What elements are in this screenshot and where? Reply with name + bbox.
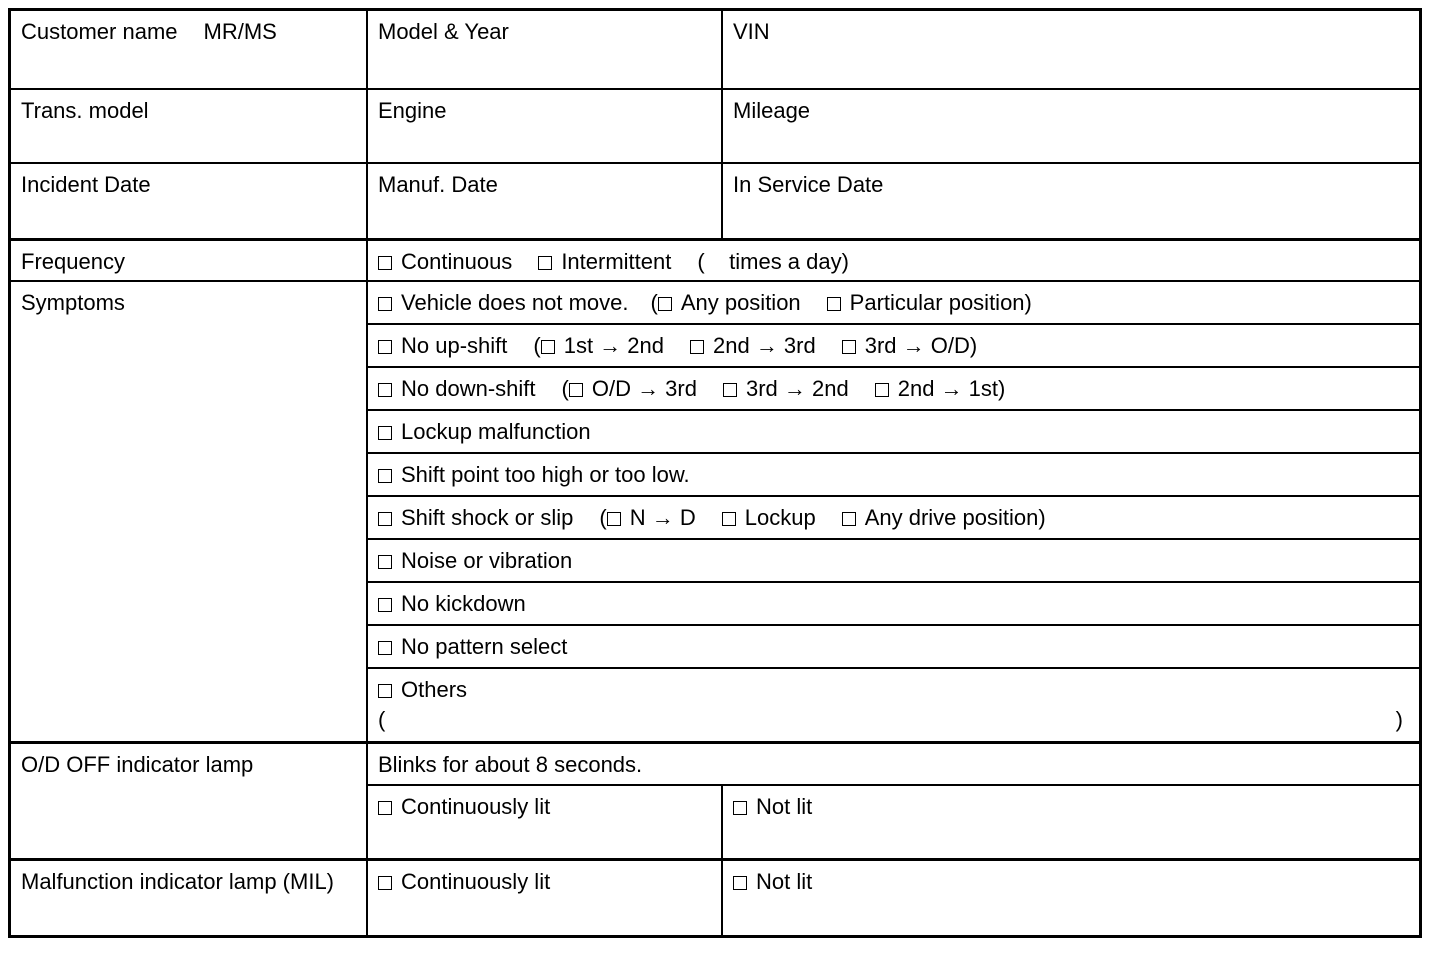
checkbox-icon[interactable] bbox=[733, 876, 747, 890]
mileage-label: Mileage bbox=[733, 98, 811, 123]
row-dates bbox=[11, 163, 1419, 239]
frequency-intermittent-label: Intermittent bbox=[561, 248, 672, 274]
symptoms-label-cell bbox=[11, 281, 367, 742]
row-symptom-no-move bbox=[11, 281, 1419, 324]
symptom-no-upshift-cell bbox=[367, 324, 1419, 367]
od-off-continuously-lit-cell bbox=[367, 785, 722, 859]
od-off-not-lit-label: Not lit bbox=[756, 794, 813, 819]
mil-label-cell bbox=[11, 859, 367, 935]
symptom-any-position-label: Any position bbox=[680, 290, 801, 315]
frequency-times-a-day: ( times a day) bbox=[697, 248, 849, 274]
symptom-lockup-cell bbox=[367, 410, 1419, 453]
paren-open: ( bbox=[599, 505, 607, 530]
row-mil bbox=[11, 859, 1419, 935]
vin-cell[interactable] bbox=[722, 11, 1419, 89]
checkbox-icon[interactable] bbox=[378, 684, 392, 698]
upshift-3rd-od-label: 3rd → O/D) bbox=[864, 333, 978, 358]
symptom-others-label: Others bbox=[401, 677, 468, 702]
downshift-od-3rd-label: O/D → 3rd bbox=[591, 376, 697, 401]
paren-open: ( bbox=[650, 290, 658, 315]
checkbox-icon[interactable] bbox=[378, 512, 392, 526]
mil-continuously-lit-cell bbox=[367, 859, 722, 935]
od-off-label-cell bbox=[11, 742, 367, 859]
symptom-shift-shock-cell bbox=[367, 496, 1419, 539]
incident-date-cell[interactable] bbox=[11, 163, 367, 239]
symptom-lockup-label: Lockup malfunction bbox=[401, 419, 591, 444]
frequency-label-cell bbox=[11, 239, 367, 281]
symptom-no-pattern-label: No pattern select bbox=[401, 634, 568, 659]
customer-name-label: Customer name bbox=[21, 19, 178, 44]
symptom-noise-label: Noise or vibration bbox=[401, 548, 573, 573]
paren-open: ( bbox=[533, 333, 541, 358]
shock-n-d-label: N → D bbox=[629, 505, 696, 530]
checkbox-icon[interactable] bbox=[658, 297, 672, 311]
checkbox-icon[interactable] bbox=[378, 383, 392, 397]
checkbox-icon[interactable] bbox=[378, 426, 392, 440]
symptoms-label: Symptoms bbox=[21, 290, 125, 315]
checkbox-icon[interactable] bbox=[733, 801, 747, 815]
symptom-shift-point-cell bbox=[367, 453, 1419, 496]
checkbox-icon[interactable] bbox=[875, 383, 889, 397]
symptom-no-kickdown-cell bbox=[367, 582, 1419, 625]
symptom-no-pattern-cell bbox=[367, 625, 1419, 668]
frequency-continuous-label: Continuous bbox=[401, 248, 513, 274]
mileage-cell[interactable] bbox=[722, 89, 1419, 163]
od-off-not-lit-cell bbox=[722, 785, 1419, 859]
checkbox-icon[interactable] bbox=[541, 340, 555, 354]
downshift-2nd-1st-label: 2nd → 1st) bbox=[897, 376, 1006, 401]
others-paren-close: ) bbox=[1395, 707, 1403, 732]
manuf-date-cell[interactable] bbox=[367, 163, 722, 239]
checkbox-icon[interactable] bbox=[378, 469, 392, 483]
symptom-shift-shock-label: Shift shock or slip bbox=[401, 505, 574, 530]
checkbox-icon[interactable] bbox=[378, 598, 392, 612]
symptom-noise-cell bbox=[367, 539, 1419, 582]
customer-interview-sheet bbox=[8, 8, 1422, 938]
mil-not-lit-label: Not lit bbox=[756, 868, 813, 894]
model-year-label: Model & Year bbox=[378, 19, 509, 44]
manuf-date-label: Manuf. Date bbox=[378, 172, 498, 197]
frequency-options-cell bbox=[367, 239, 1419, 281]
symptom-no-downshift-label: No down-shift bbox=[401, 376, 536, 401]
row-customer bbox=[11, 11, 1419, 89]
symptom-no-move-cell bbox=[367, 281, 1419, 324]
checkbox-icon[interactable] bbox=[723, 383, 737, 397]
od-off-blinks-cell bbox=[367, 742, 1419, 785]
mil-not-lit-cell bbox=[722, 859, 1419, 935]
symptom-no-kickdown-label: No kickdown bbox=[401, 591, 526, 616]
symptom-no-upshift-label: No up-shift bbox=[401, 333, 508, 358]
trans-model-cell[interactable] bbox=[11, 89, 367, 163]
checkbox-icon[interactable] bbox=[378, 297, 392, 311]
od-off-continuously-lit-label: Continuously lit bbox=[401, 794, 551, 819]
model-year-cell[interactable] bbox=[367, 11, 722, 89]
checkbox-icon[interactable] bbox=[538, 256, 552, 270]
checkbox-icon[interactable] bbox=[378, 641, 392, 655]
in-service-date-label: In Service Date bbox=[733, 172, 884, 197]
row-od-off-blinks bbox=[11, 742, 1419, 785]
others-detail-line[interactable] bbox=[378, 707, 1409, 733]
paren-open: ( bbox=[561, 376, 569, 401]
od-off-blinks-label: Blinks for about 8 seconds. bbox=[378, 751, 643, 777]
shock-lockup-label: Lockup bbox=[744, 505, 816, 530]
symptom-no-downshift-cell bbox=[367, 367, 1419, 410]
mil-label: Malfunction indicator lamp (MIL) bbox=[21, 868, 335, 894]
shock-any-drive-label: Any drive position) bbox=[864, 505, 1046, 530]
checkbox-icon[interactable] bbox=[378, 555, 392, 569]
checkbox-icon[interactable] bbox=[827, 297, 841, 311]
customer-title-label: MR/MS bbox=[203, 19, 277, 44]
frequency-label: Frequency bbox=[21, 248, 125, 274]
engine-cell[interactable] bbox=[367, 89, 722, 163]
vin-label: VIN bbox=[733, 19, 770, 44]
row-trans bbox=[11, 89, 1419, 163]
trans-model-label: Trans. model bbox=[21, 98, 149, 123]
customer-name-cell[interactable] bbox=[11, 11, 367, 89]
checkbox-icon[interactable] bbox=[607, 512, 621, 526]
checkbox-icon[interactable] bbox=[378, 801, 392, 815]
checkbox-icon[interactable] bbox=[842, 340, 856, 354]
others-paren-open: ( bbox=[378, 707, 386, 732]
checkbox-icon[interactable] bbox=[378, 876, 392, 890]
incident-date-label: Incident Date bbox=[21, 172, 151, 197]
symptom-no-move-label: Vehicle does not move. bbox=[401, 290, 629, 315]
mil-continuously-lit-label: Continuously lit bbox=[401, 868, 551, 894]
checkbox-icon[interactable] bbox=[569, 383, 583, 397]
downshift-3rd-2nd-label: 3rd → 2nd bbox=[745, 376, 849, 401]
symptom-others-cell[interactable] bbox=[367, 668, 1419, 742]
engine-label: Engine bbox=[378, 98, 447, 123]
checkbox-icon[interactable] bbox=[842, 512, 856, 526]
upshift-1st-2nd-label: 1st → 2nd bbox=[563, 333, 664, 358]
upshift-2nd-3rd-label: 2nd → 3rd bbox=[713, 333, 816, 358]
checkbox-icon[interactable] bbox=[722, 512, 736, 526]
symptom-shift-point-label: Shift point too high or too low. bbox=[401, 462, 690, 487]
checkbox-icon[interactable] bbox=[378, 340, 392, 354]
in-service-date-cell[interactable] bbox=[722, 163, 1419, 239]
checkbox-icon[interactable] bbox=[690, 340, 704, 354]
row-frequency bbox=[11, 239, 1419, 281]
symptom-particular-position-label: Particular position) bbox=[849, 290, 1032, 315]
interview-table bbox=[11, 11, 1419, 935]
checkbox-icon[interactable] bbox=[378, 256, 392, 270]
od-off-label: O/D OFF indicator lamp bbox=[21, 751, 254, 777]
